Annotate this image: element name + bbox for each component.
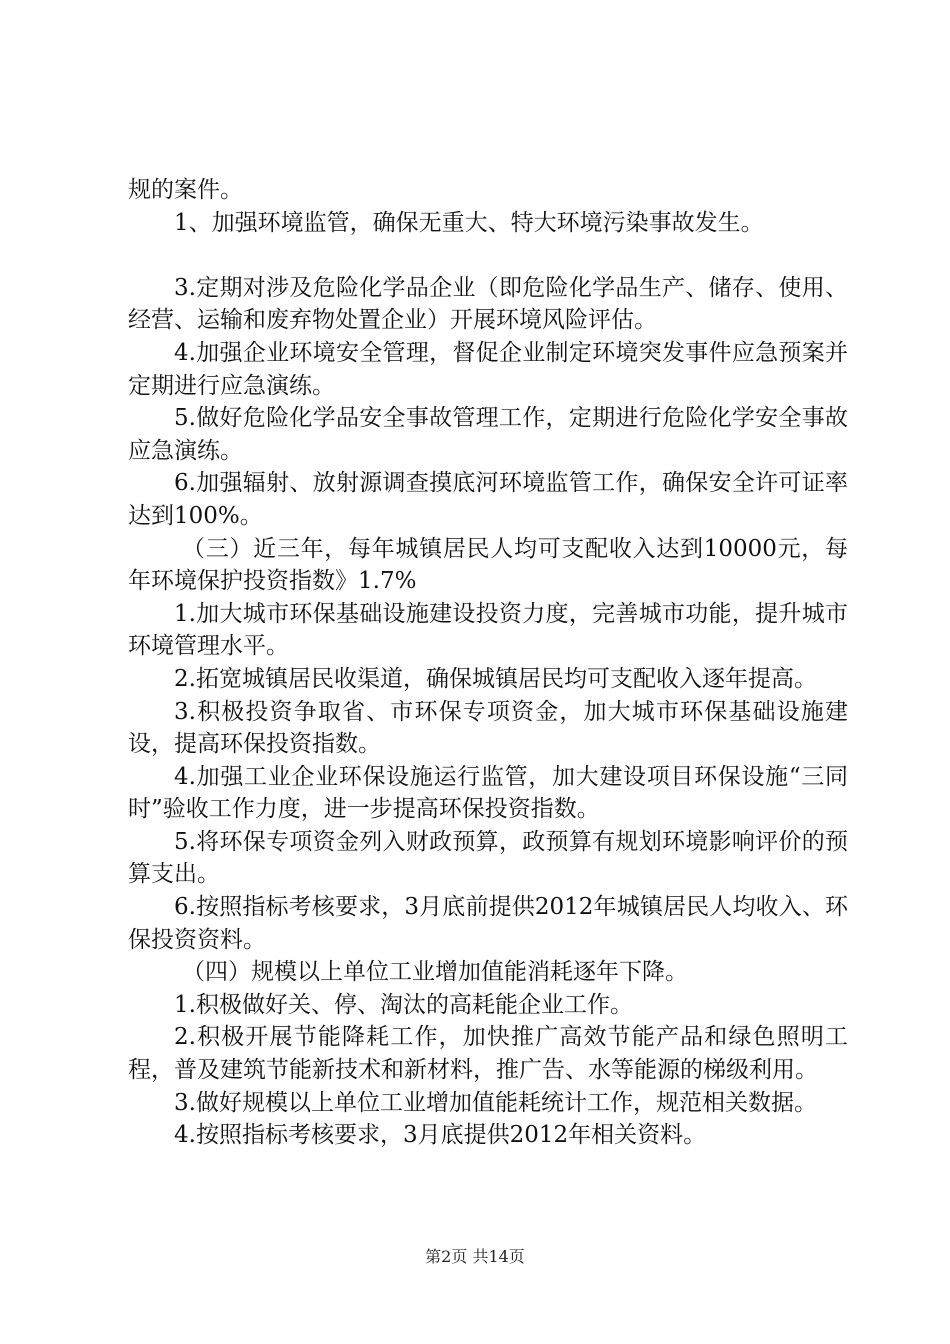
paragraph-item: 3.定期对涉及危险化学品企业（即危险化学品生产、储存、使用、经营、运输和废弃物处置企业）开展环境风险评估。: [128, 274, 848, 334]
paragraph-item: 5.做好危险化学品安全事故管理工作，定期进行危险化学安全事故应急演练。: [128, 405, 848, 464]
paragraph-gap: [128, 239, 848, 272]
paragraph-item: 6.按照指标考核要求，3月底前提供2012年城镇居民人均收入、环保投资资料。: [128, 894, 848, 953]
paragraph-item: 4.按照指标考核要求，3月底提供2012年相关资料。: [174, 1122, 707, 1149]
paragraph-item: 4.加强工业企业环保设施运行监管，加大建设项目环保设施“三同时”验收工作力度，进一步提高环保投资指数。: [128, 763, 848, 823]
paragraph-continuation: 规的案件。: [128, 177, 243, 203]
paragraph-item: 2.积极开展节能降耗工作，加快推广高效节能产品和绿色照明工程，普及建筑节能新技术和新材料，推广告、水等能源的梯级利用。: [128, 1024, 848, 1084]
page-footer: 第2页 共14页: [425, 1247, 525, 1266]
paragraph-item: 1.积极做好关、停、淘汰的高耗能企业工作。: [174, 991, 633, 1018]
section-heading: （四）规模以上单位工业增加值能消耗逐年下降。: [182, 959, 688, 986]
paragraph-item: 3.积极投资争取省、市环保专项资金，加大城市环保基础设施建设，提高环保投资指数。: [128, 698, 848, 758]
paragraph-item: 3.做好规模以上单位工业增加值能耗统计工作，规范相关数据。: [174, 1089, 817, 1116]
paragraph-item: 2.拓宽城镇居民收渠道，确保城镇居民均可支配收入逐年提高。: [174, 665, 817, 692]
section-heading: （三）近三年，每年城镇居民人均可支配收入达到10000元，每年环境保护投资指数》1.7%: [128, 535, 848, 595]
paragraph-item: 5.将环保专项资金列入财政预算，政预算有规划环境影响评价的预算支出。: [128, 828, 848, 888]
paragraph-item: 1.加大城市环保基础设施建设投资力度，完善城市功能，提升城市环境管理水平。: [128, 600, 848, 660]
paragraph-item: 6.加强辐射、放射源调查摸底河环境监管工作，确保安全许可证率达到100%。: [128, 470, 848, 529]
document-body: [128, 174, 848, 1152]
paragraph-item: 4.加强企业环境安全管理，督促企业制定环境突发事件应急预案并定期进行应急演练。: [128, 339, 848, 399]
paragraph-item: 1、加强环境监管，确保无重大、特大环境污染事故发生。: [174, 209, 764, 236]
